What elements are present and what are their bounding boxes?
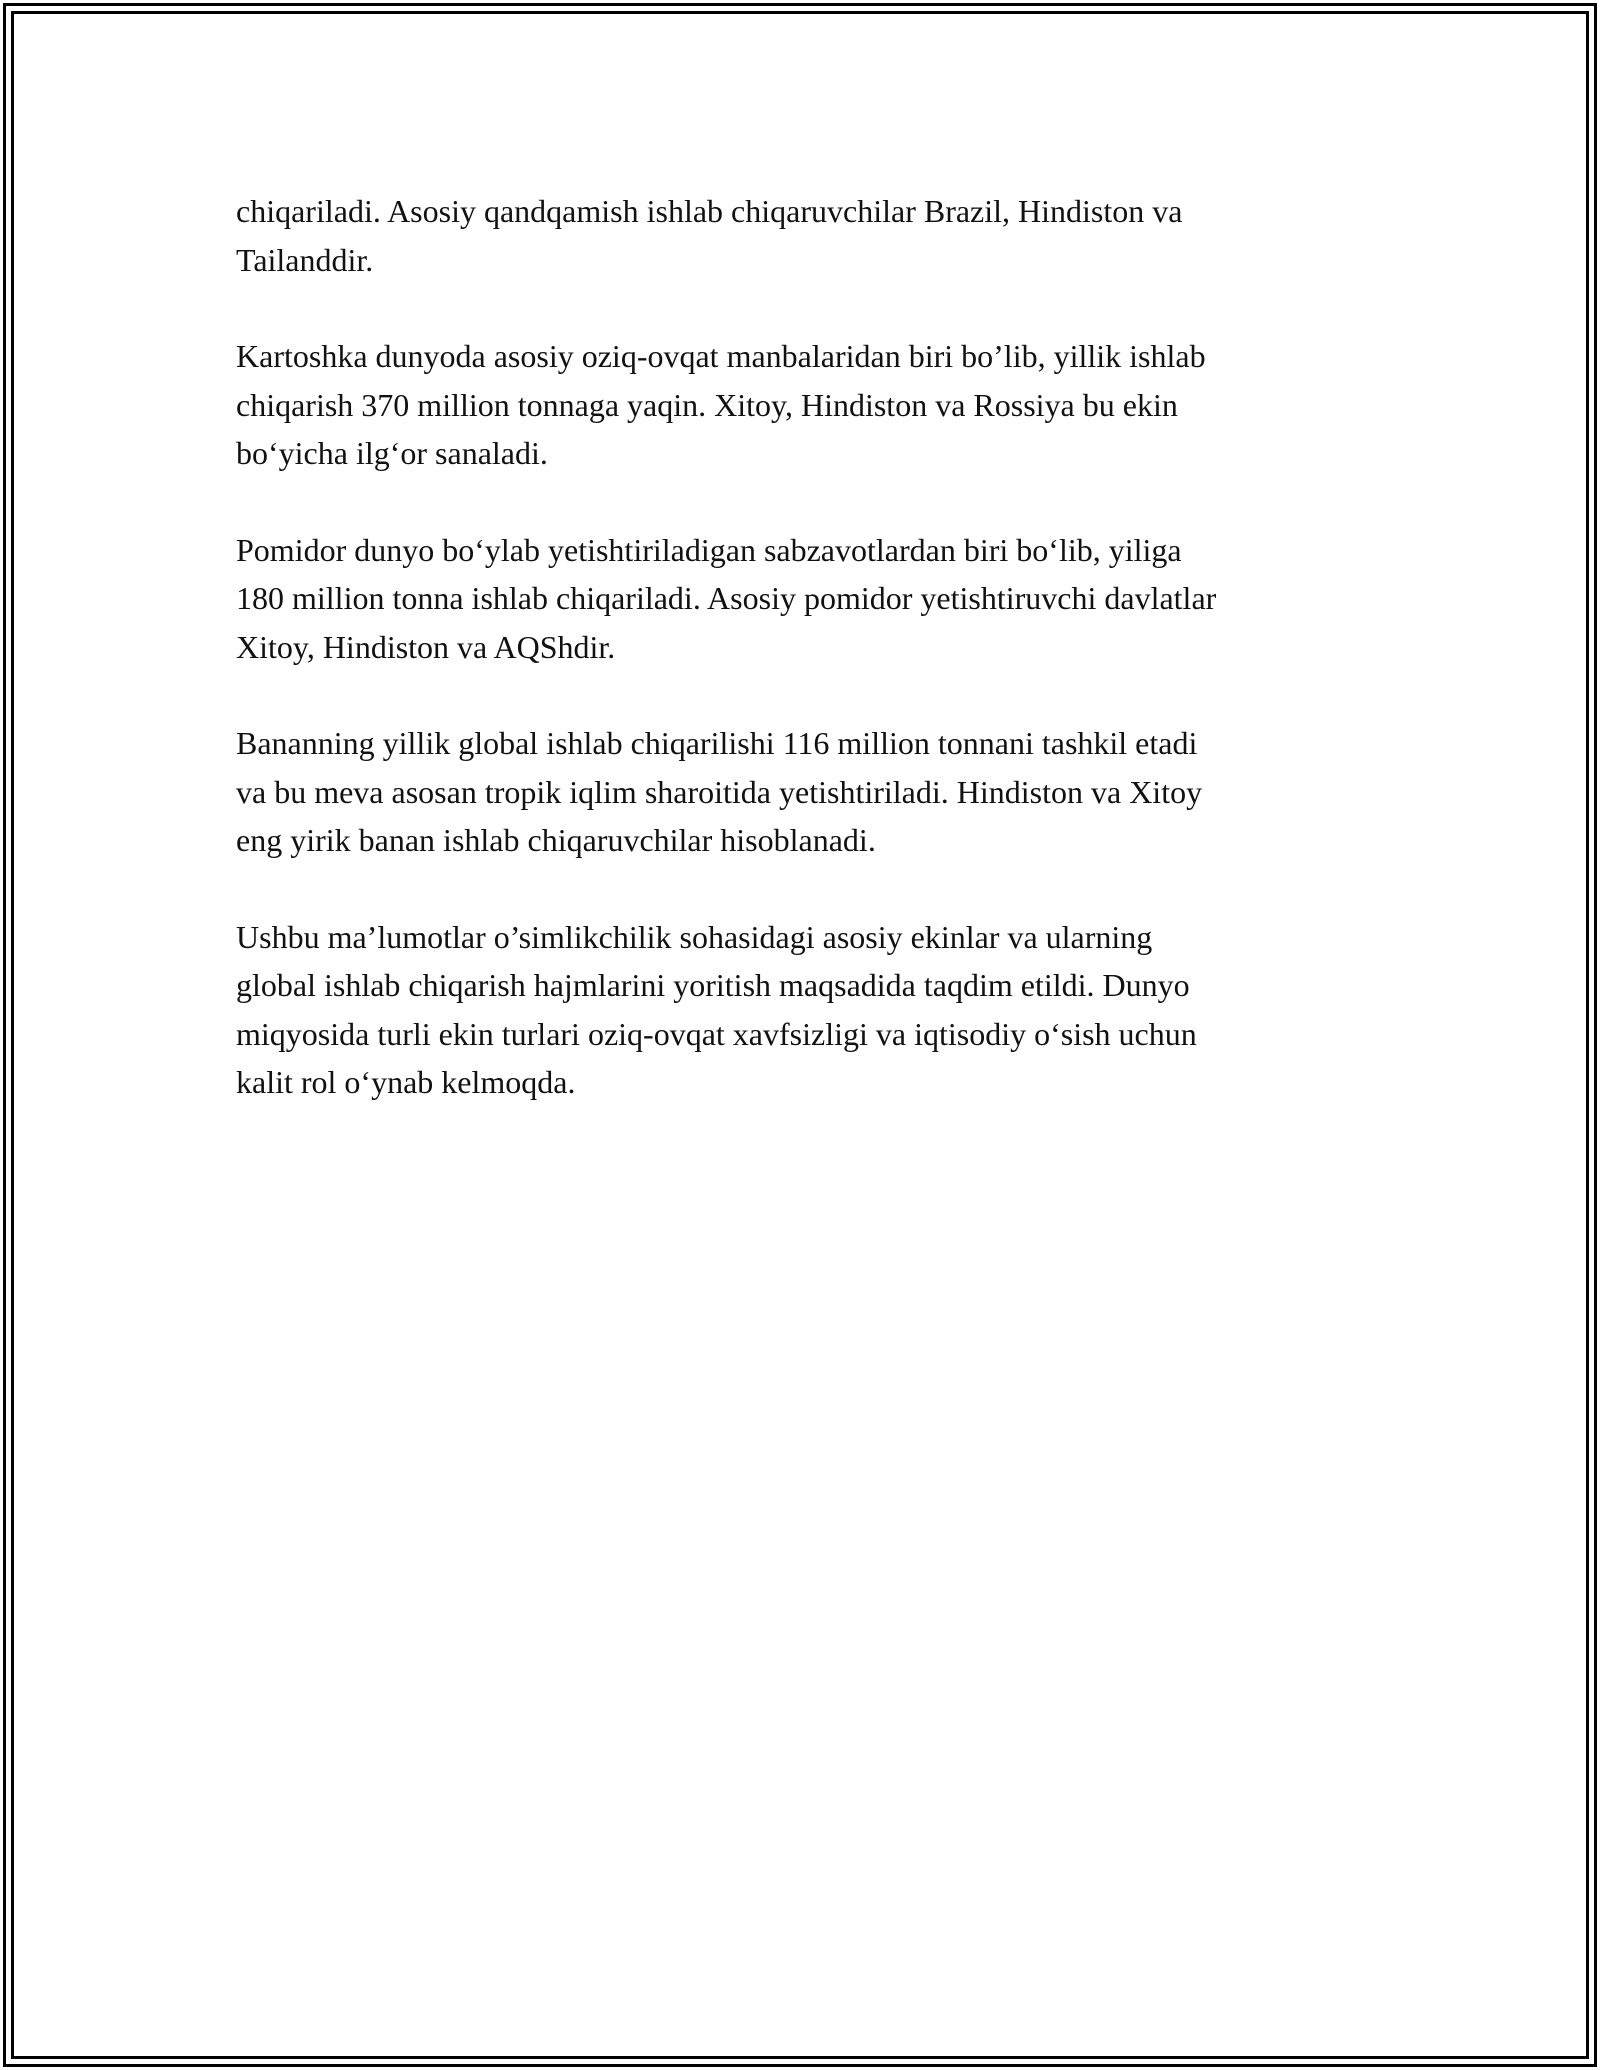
text-line: chiqariladi. Asosiy qandqamish ishlab chiqaruvchilar Brazil, Hindiston va [236, 193, 1183, 229]
paragraph-banana [236, 719, 1376, 865]
text-line: Kartoshka dunyoda asosiy oziq-ovqat manbalaridan biri bo’lib, yillik ishlab [236, 338, 1206, 374]
paragraph-potato [236, 332, 1376, 478]
paragraph-sugarcane [236, 187, 1376, 284]
text-line: Ushbu ma’lumotlar o’simlikchilik sohasidagi asosiy ekinlar va ularning [236, 918, 1153, 955]
paragraph-tomato [236, 526, 1376, 672]
text-line: 180 million tonna ishlab chiqariladi. Asosiy pomidor yetishtiruvchi davlatlar [236, 580, 1217, 616]
document-body [236, 187, 1376, 1155]
text-line: global ishlab chiqarish hajmlarini yoritish maqsadida taqdim etildi. Dunyo [236, 967, 1190, 1003]
text-line: Xitoy, Hindiston va AQShdir. [236, 628, 616, 665]
paragraph-conclusion [236, 913, 1376, 1107]
text-line: Bananning yillik global ishlab chiqarilishi 116 million tonnani tashkil etadi [236, 725, 1198, 761]
text-line: bo‘yicha ilg‘or sanaladi. [236, 435, 548, 471]
text-line: Tailanddir. [236, 241, 374, 278]
text-line: miqyosida turli ekin turlari oziq-ovqat xavfsizligi va iqtisodiy o‘sish uchun [236, 1015, 1197, 1052]
text-line: kalit rol o‘ynab kelmoqda. [236, 1064, 576, 1100]
text-line: va bu meva asosan tropik iqlim sharoitida yetishtiriladi. Hindiston va Xitoy [236, 773, 1203, 810]
text-line: eng yirik banan ishlab chiqaruvchilar hisoblanadi. [236, 822, 876, 858]
text-line: Pomidor dunyo bo‘ylab yetishtiriladigan sabzavotlardan biri bo‘lib, yiliga [236, 531, 1182, 568]
text-line: chiqarish 370 million tonnaga yaqin. Xitoy, Hindiston va Rossiya bu ekin [236, 386, 1178, 423]
